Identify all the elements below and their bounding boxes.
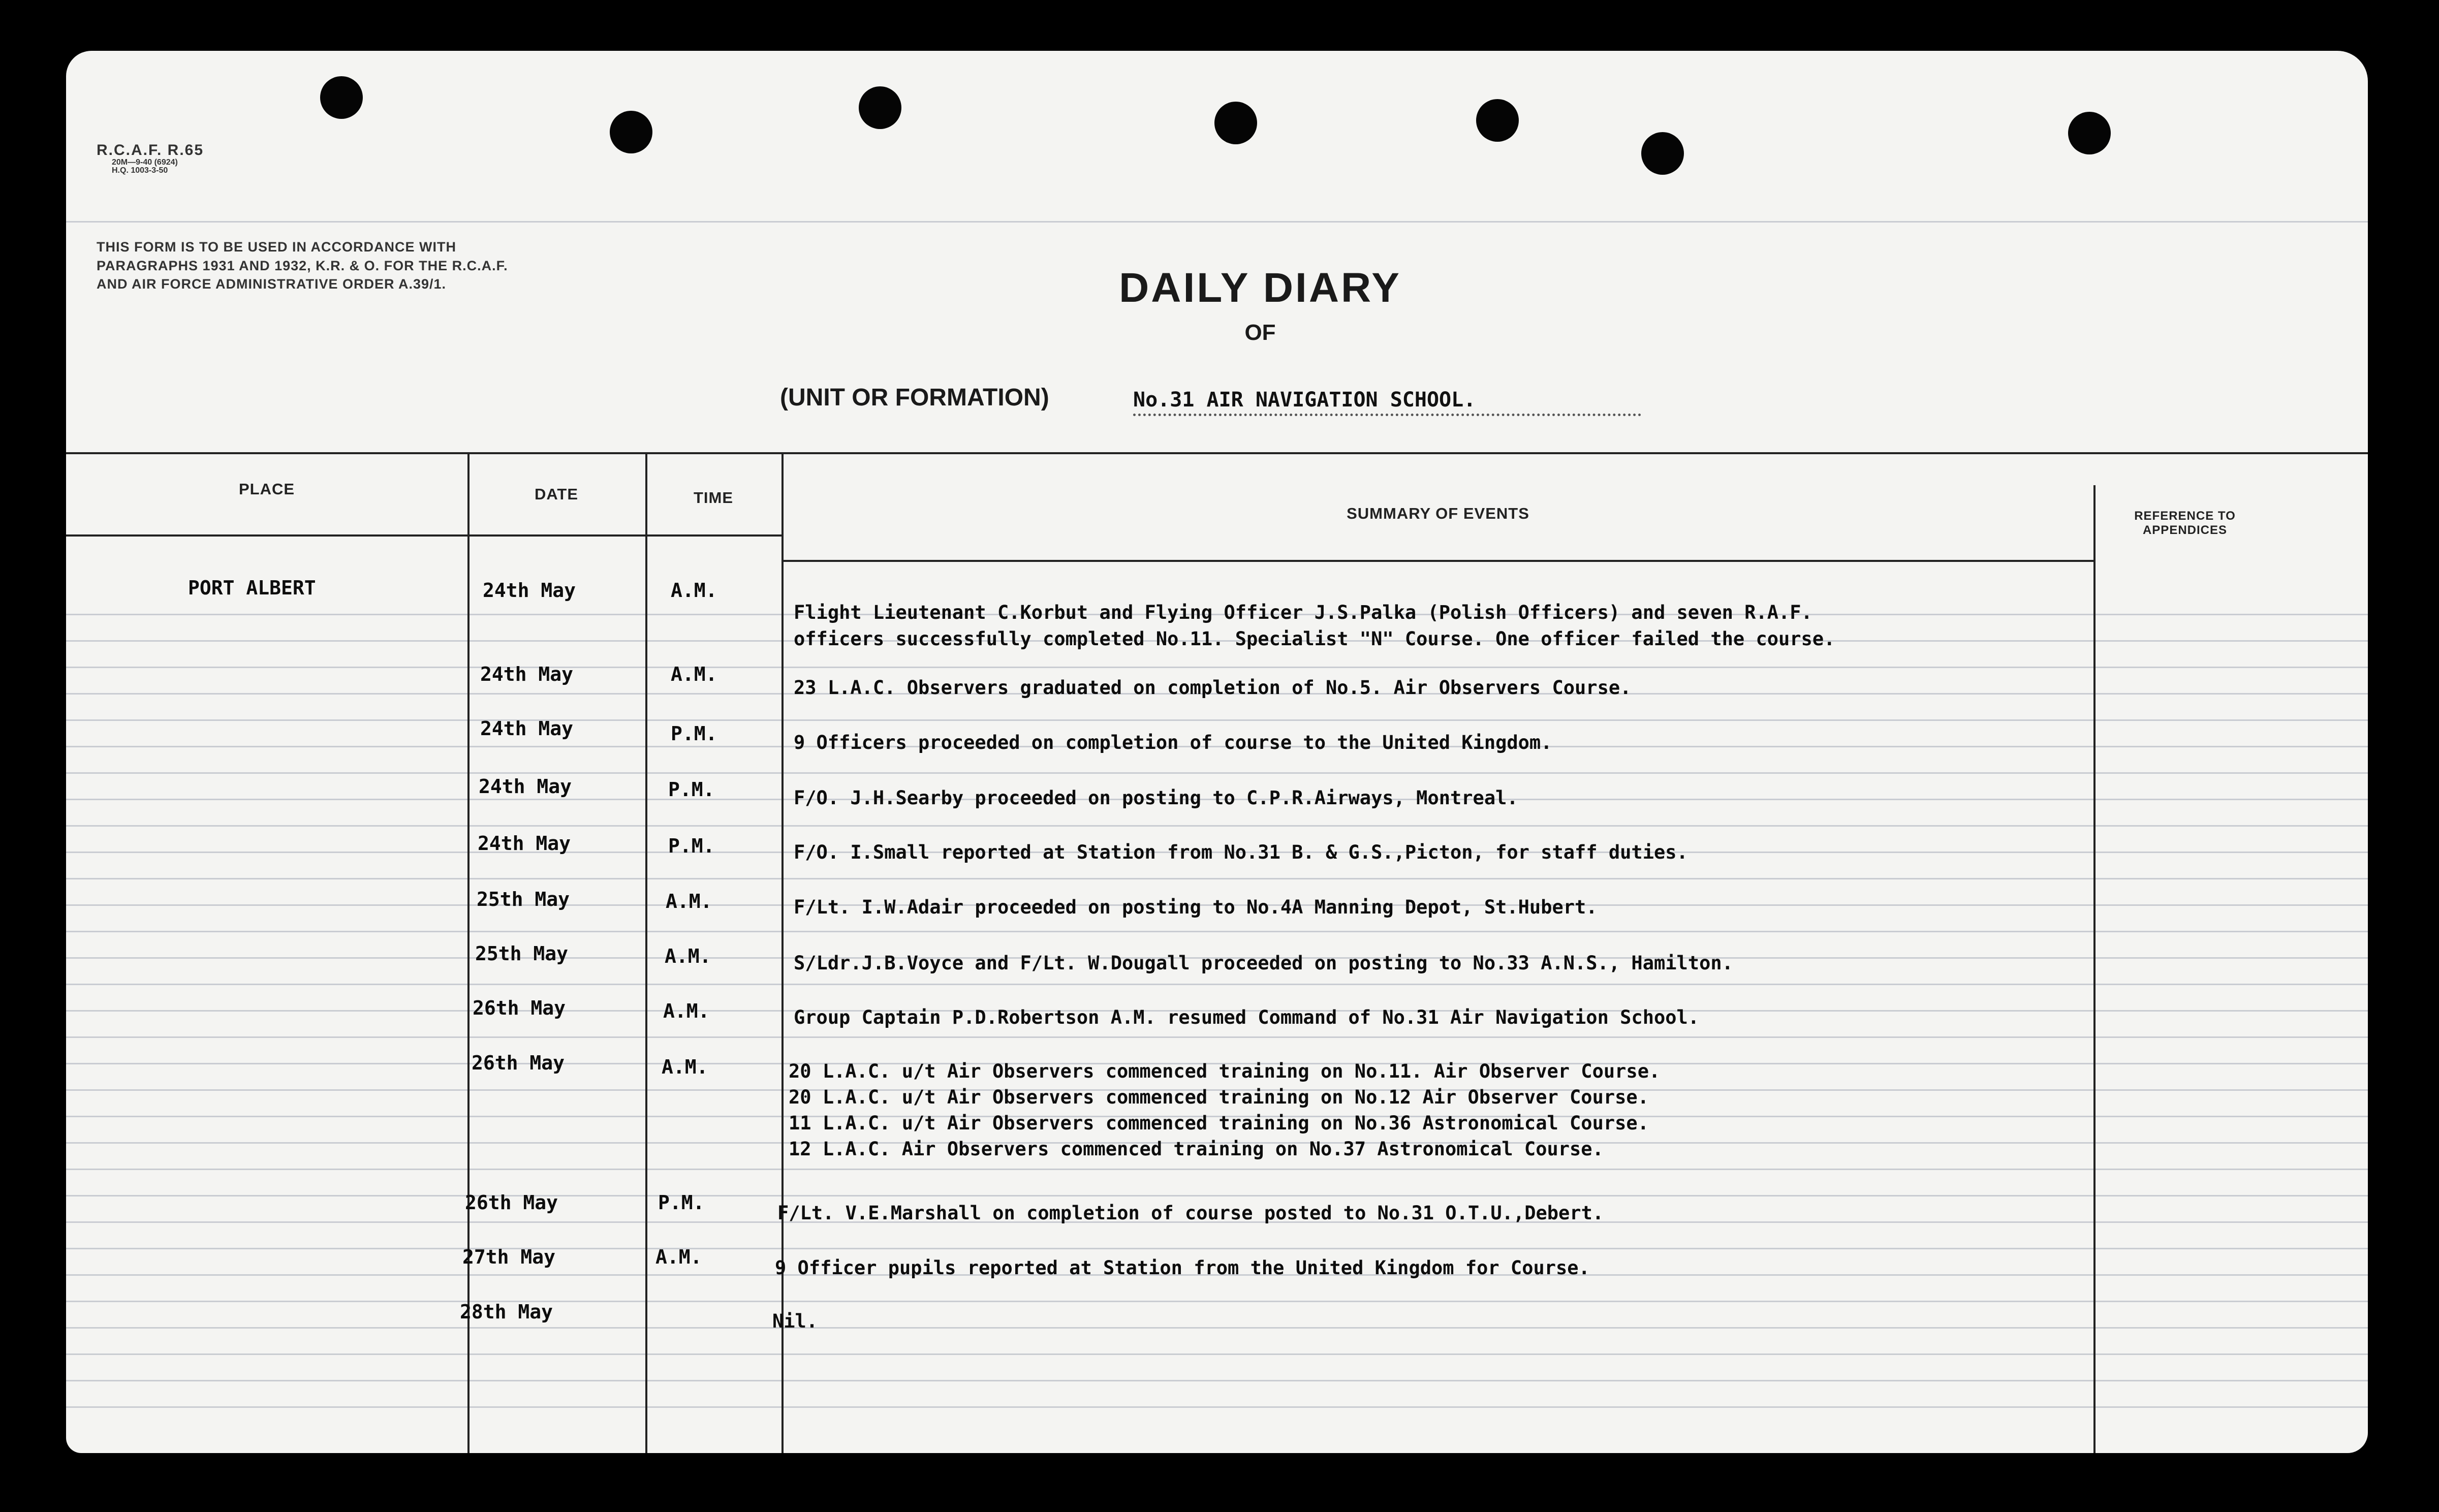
- entry-summary-line: 20 L.A.C. u/t Air Observers commenced training on No.11. Air Observer Course.: [789, 1060, 1661, 1082]
- entry-date: 24th May: [483, 579, 576, 602]
- entry-time: P.M.: [671, 722, 717, 745]
- punch-hole: [1641, 132, 1684, 175]
- entry-summary-line: S/Ldr.J.B.Voyce and F/Lt. W.Dougall proceeded on posting to No.33 A.N.S., Hamilton.: [794, 952, 1733, 974]
- entry-summary-line: 9 Officer pupils reported at Station from the United Kingdom for Course.: [775, 1257, 1590, 1279]
- entry-date: 24th May: [479, 775, 572, 798]
- entry-summary-line: 12 L.A.C. Air Observers commenced training on No.37 Astronomical Course.: [789, 1138, 1604, 1160]
- entry-time: A.M.: [671, 663, 717, 685]
- entry-summary-line: F/O. I.Small reported at Station from No.31 B. & G.S.,Picton, for staff duties.: [794, 841, 1688, 863]
- entry-summary-line: 23 L.A.C. Observers graduated on completion of No.5. Air Observers Course.: [794, 677, 1632, 699]
- table-top-border: [66, 452, 2368, 454]
- header-reference: REFERENCE TO APPENDICES: [2134, 509, 2236, 537]
- entry-time: A.M.: [671, 579, 717, 602]
- col-divider-summary-reference: [2093, 485, 2096, 1453]
- entry-summary-line: Flight Lieutenant C.Korbut and Flying Officer J.S.Palka (Polish Officers) and seven R.A.F.: [794, 602, 1812, 623]
- entry-date: 26th May: [472, 1052, 565, 1074]
- entry-date: 26th May: [465, 1191, 558, 1214]
- entry-summary-line: F/O. J.H.Searby proceeded on posting to C.P.R.Airways, Montreal.: [794, 787, 1518, 809]
- entry-time: A.M.: [662, 1056, 708, 1078]
- entry-summary-line: F/Lt. I.W.Adair proceeded on posting to No.4A Manning Depot, St.Hubert.: [794, 896, 1598, 918]
- entry-date: 24th May: [480, 663, 574, 685]
- entry-date: 26th May: [473, 997, 566, 1019]
- entry-time: P.M.: [658, 1191, 705, 1214]
- punch-hole: [1476, 99, 1519, 142]
- unit-value: No.31 AIR NAVIGATION SCHOOL.: [1133, 388, 1641, 416]
- form-instruction-note: THIS FORM IS TO BE USED IN ACCORDANCE WITH PARAGRAPHS 1931 AND 1932, K.R. & O. FOR THE R.C.A.F. AND AIR FORCE ADMINISTRATIVE ORDER A.39/1.: [97, 239, 508, 292]
- punch-hole: [610, 111, 652, 153]
- entry-date: 28th May: [460, 1301, 553, 1323]
- punch-hole: [1214, 102, 1257, 144]
- entry-summary-line: Group Captain P.D.Robertson A.M. resumed Command of No.31 Air Navigation School.: [794, 1006, 1700, 1028]
- entry-summary-line: 9 Officers proceeded on completion of course to the United Kingdom.: [794, 732, 1552, 753]
- entry-summary-line: 11 L.A.C. u/t Air Observers commenced training on No.36 Astronomical Course.: [789, 1112, 1649, 1134]
- col-divider-time-summary: [781, 452, 784, 1453]
- punch-hole: [859, 86, 901, 129]
- form-code-line1: R.C.A.F. R.65: [97, 142, 204, 159]
- diary-sheet: [66, 51, 2368, 1453]
- form-code-line2: 20M—9-40 (6924): [112, 158, 178, 167]
- entry-time: P.M.: [668, 835, 715, 857]
- header-summary: SUMMARY OF EVENTS: [1347, 505, 1529, 522]
- entry-summary-line: 20 L.A.C. u/t Air Observers commenced training on No.12 Air Observer Course.: [789, 1086, 1649, 1108]
- entry-summary-line: F/Lt. V.E.Marshall on completion of course posted to No.31 O.T.U.,Debert.: [777, 1202, 1604, 1224]
- form-code-line3: H.Q. 1003-3-50: [112, 166, 168, 175]
- entry-date: 27th May: [462, 1246, 556, 1268]
- form-code: [97, 142, 204, 175]
- header-time: TIME: [693, 489, 734, 507]
- entry-summary-line: Nil.: [772, 1310, 818, 1332]
- unit-label: (UNIT OR FORMATION): [780, 384, 1049, 411]
- summary-header-border: [783, 560, 2093, 562]
- entry-time: A.M.: [663, 1000, 710, 1022]
- header-place: PLACE: [238, 480, 295, 498]
- entry-place: PORT ALBERT: [188, 577, 316, 599]
- header-bottom-border: [66, 534, 783, 537]
- punch-hole: [2068, 112, 2111, 154]
- col-divider-date-time: [645, 452, 647, 1453]
- entry-summary-line: officers successfully completed No.11. Specialist "N" Course. One officer failed the course.: [794, 628, 1835, 650]
- entry-date: 24th May: [480, 717, 574, 740]
- diary-title: DAILY DIARY: [1119, 265, 1401, 311]
- entry-time: P.M.: [668, 778, 715, 801]
- punch-hole: [320, 76, 363, 119]
- entry-date: 25th May: [475, 942, 569, 965]
- entry-time: A.M.: [655, 1246, 702, 1268]
- entry-date: 24th May: [478, 832, 571, 855]
- entry-time: A.M.: [666, 890, 712, 912]
- title-of: OF: [1244, 320, 1276, 345]
- entry-date: 25th May: [477, 888, 570, 910]
- header-date: DATE: [534, 485, 579, 503]
- entry-time: A.M.: [665, 945, 711, 967]
